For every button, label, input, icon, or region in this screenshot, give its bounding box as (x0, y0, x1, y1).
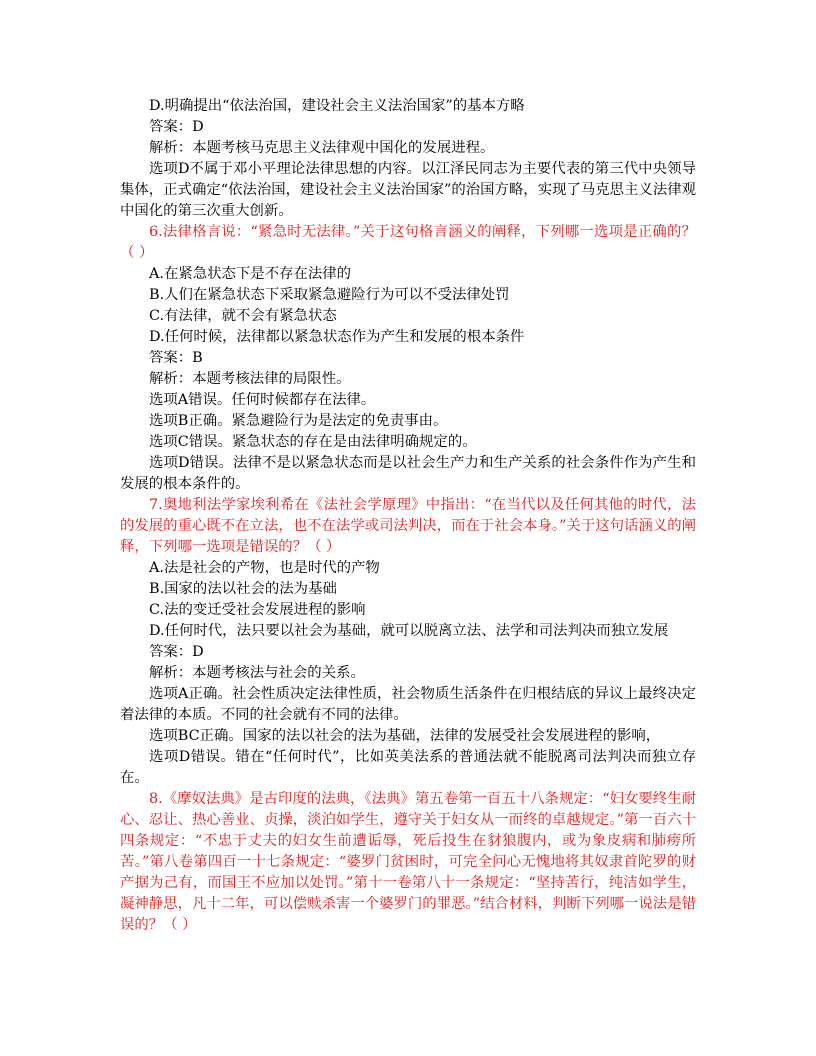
option-a: A.在紧急状态下是不存在法律的 (149, 266, 352, 282)
analysis-option-d: 选项D错误。法律不是以紧急状态而是以社会生产力和生产关系的社会条件作为产生和发展的根本条件的。 (120, 455, 696, 492)
analysis-line: 解析：本题考核法与社会的关系。 (149, 665, 365, 681)
analysis-line: 解析：本题考核法律的局限性。 (149, 371, 351, 387)
analysis-paragraph: 选项D不属于邓小平理论法律思想的内容。以江泽民同志为主要代表的第三代中央领导集体，正式确定“依法治国，建设社会主义法治国家”的治国方略，实现了马克思主义法律观中国化的第三次重大创新。 (120, 161, 696, 219)
analysis-option-a: 选项A错误。任何时候都存在法律。 (149, 392, 376, 408)
analysis-option-b: 选项B正确。紧急避险行为是法定的免责事由。 (149, 413, 448, 429)
question-7: 7.奥地利法学家埃利希在《法社会学原理》中指出：“在当代以及任何其他的时代，法的发展的重心既不在立法，也不在法学或司法判决，而在于社会本身。”关于这句话涵义的阐释，下列哪一选项是错误的？（ ） (120, 497, 696, 555)
question-6: 6.法律格言说：“紧急时无法律。”关于这句格言涵义的阐释，下列哪一选项是正确的？（ ） (120, 224, 696, 261)
option-b: B.人们在紧急状态下采取紧急避险行为可以不受法律处罚 (149, 287, 510, 303)
answer-line: 答案：D (149, 644, 204, 660)
document-page (120, 96, 696, 936)
answer-line: 答案：D (149, 119, 204, 135)
option-d: D.任何时候，法律都以紧急状态作为产生和发展的根本条件 (149, 329, 525, 345)
option-a: A.法是社会的产物，也是时代的产物 (149, 560, 380, 576)
analysis-option-d: 选项D错误。错在“任何时代”，比如英美法系的普通法就不能脱离司法判决而独立存在。 (120, 749, 696, 786)
analysis-option-bc: 选项BC正确。国家的法以社会的法为基础，法律的发展受社会发展进程的影响， (149, 728, 661, 744)
option-d: D.任何时代，法只要以社会为基础，就可以脱离立法、法学和司法判决而独立发展 (149, 623, 669, 639)
analysis-option-c: 选项C错误。紧急状态的存在是由法律明确规定的。 (149, 434, 477, 450)
option-b: B.国家的法以社会的法为基础 (149, 581, 337, 597)
question-8: 8.《摩奴法典》是古印度的法典，《法典》第五卷第一百五十八条规定：“妇女要终生耐心、忍让、热心善业、贞操，淡泊如学生，遵守关于妇女从一而终的卓越规定。”第一百六十四条规定：“不忠于丈夫的妇女生前遭诟辱，死后投生在豺狼腹内，或为象皮病和肺痨所苦。”第八卷第四百一十七条规定：“婆罗门贫困时，可完全问心无愧地将其奴隶首陀罗的财产据为己有，而国王不应加以处罚。”第十一卷第八十一条规定：“坚持苦行，纯洁如学生，凝神静思，凡十二年，可以偿赎杀害一个婆罗门的罪恶。”结合材料，判断下列哪一说法是错误的？（ ） (120, 791, 696, 933)
analysis-option-a: 选项A正确。社会性质决定法律性质，社会物质生活条件在归根结底的异议上最终决定着法律的本质。不同的社会就有不同的法律。 (120, 686, 696, 723)
analysis-line: 解析：本题考核马克思主义法律观中国化的发展进程。 (149, 140, 495, 156)
option-text: D.明确提出“依法治国，建设社会主义法治国家”的基本方略 (149, 98, 525, 114)
option-c: C.有法律，就不会有紧急状态 (149, 308, 337, 324)
answer-line: 答案：B (149, 350, 203, 366)
option-c: C.法的变迁受社会发展进程的影响 (149, 602, 366, 618)
